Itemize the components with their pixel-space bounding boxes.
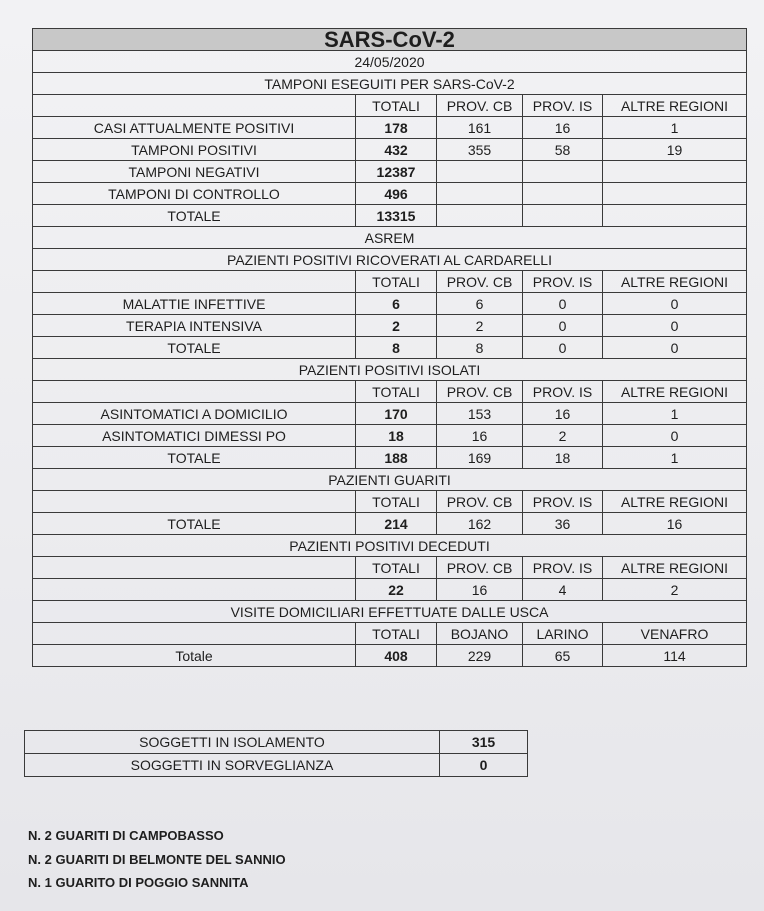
tamponi-header: TAMPONI ESEGUITI PER SARS-CoV-2 xyxy=(33,73,747,95)
cell-altre xyxy=(603,161,747,183)
empty-cell xyxy=(33,381,356,403)
section-header-row xyxy=(33,249,747,271)
table-row xyxy=(33,579,747,601)
cell-is xyxy=(523,161,603,183)
notes-list xyxy=(28,824,286,895)
col-header: PROV. CB xyxy=(437,557,523,579)
table-row xyxy=(33,425,747,447)
row-label xyxy=(33,579,356,601)
row-label: TERAPIA INTENSIVA xyxy=(33,315,356,337)
cell-cb: 169 xyxy=(437,447,523,469)
cell-altre: 1 xyxy=(603,117,747,139)
cell-altre: 19 xyxy=(603,139,747,161)
col-header: PROV. CB xyxy=(437,271,523,293)
cell-totali: 408 xyxy=(356,645,437,667)
cell-is: 0 xyxy=(523,315,603,337)
col-header: TOTALI xyxy=(356,491,437,513)
section-header-row xyxy=(33,359,747,381)
row-label: TOTALE xyxy=(33,205,356,227)
cell-altre: 2 xyxy=(603,579,747,601)
col-header: PROV. IS xyxy=(523,381,603,403)
cell-cb: 16 xyxy=(437,425,523,447)
col-header: TOTALI xyxy=(356,557,437,579)
cell-cb: 6 xyxy=(437,293,523,315)
table-row xyxy=(33,161,747,183)
row-label: ASINTOMATICI A DOMICILIO xyxy=(33,403,356,425)
table-row xyxy=(25,754,528,777)
empty-cell xyxy=(33,491,356,513)
col-header: TOTALI xyxy=(356,623,437,645)
section-header-row xyxy=(33,535,747,557)
col-header: PROV. CB xyxy=(437,381,523,403)
table-row xyxy=(25,731,528,754)
cell-is: 18 xyxy=(523,447,603,469)
cell-larino: 65 xyxy=(523,645,603,667)
row-label: TAMPONI NEGATIVI xyxy=(33,161,356,183)
section-header-row xyxy=(33,601,747,623)
cell-altre: 0 xyxy=(603,293,747,315)
cell-cb xyxy=(437,161,523,183)
cell-totali: 214 xyxy=(356,513,437,535)
table-row xyxy=(33,315,747,337)
cell-altre: 1 xyxy=(603,447,747,469)
note-item: N. 2 GUARITI DI BELMONTE DEL SANNIO xyxy=(28,851,286,867)
row-label: MALATTIE INFETTIVE xyxy=(33,293,356,315)
covid-report-table xyxy=(32,28,747,667)
column-header-row xyxy=(33,557,747,579)
row-label: TAMPONI POSITIVI xyxy=(33,139,356,161)
note-item: N. 2 GUARITI DI CAMPOBASSO xyxy=(28,828,224,843)
section-header-row xyxy=(33,469,747,491)
column-header-row xyxy=(33,623,747,645)
cell-is: 16 xyxy=(523,117,603,139)
cell-cb: 153 xyxy=(437,403,523,425)
deceduti-header: PAZIENTI POSITIVI DECEDUTI xyxy=(33,535,747,557)
cell-is xyxy=(523,205,603,227)
row-label: TAMPONI DI CONTROLLO xyxy=(33,183,356,205)
cell-totali: 188 xyxy=(356,447,437,469)
cell-is: 58 xyxy=(523,139,603,161)
guariti-header: PAZIENTI GUARITI xyxy=(33,469,747,491)
table-row xyxy=(33,139,747,161)
empty-cell xyxy=(33,623,356,645)
cell-altre: 16 xyxy=(603,513,747,535)
col-header: VENAFRO xyxy=(603,623,747,645)
cell-cb: 8 xyxy=(437,337,523,359)
ricoverati-header: PAZIENTI POSITIVI RICOVERATI AL CARDARELLI xyxy=(33,249,747,271)
cell-totali: 170 xyxy=(356,403,437,425)
table-row xyxy=(33,645,747,667)
note-item: N. 1 GUARITO DI POGGIO SANNITA xyxy=(28,875,249,890)
cell-totali: 6 xyxy=(356,293,437,315)
cell-altre xyxy=(603,205,747,227)
report-date: 24/05/2020 xyxy=(33,51,747,73)
cell-cb: 162 xyxy=(437,513,523,535)
row-label: SOGGETTI IN SORVEGLIANZA xyxy=(25,754,440,777)
col-header: PROV. CB xyxy=(437,95,523,117)
cell-altre: 0 xyxy=(603,337,747,359)
cell-totali: 2 xyxy=(356,315,437,337)
date-row xyxy=(33,51,747,73)
table-row xyxy=(33,513,747,535)
cell-is: 0 xyxy=(523,337,603,359)
cell-altre: 1 xyxy=(603,403,747,425)
cell-is xyxy=(523,183,603,205)
cell-is: 36 xyxy=(523,513,603,535)
table-row xyxy=(33,293,747,315)
cell-totali: 22 xyxy=(356,579,437,601)
col-header: ALTRE REGIONI xyxy=(603,381,747,403)
column-header-row xyxy=(33,491,747,513)
row-label: Totale xyxy=(33,645,356,667)
cell-totali: 12387 xyxy=(356,161,437,183)
table-row xyxy=(33,447,747,469)
cell-totali: 496 xyxy=(356,183,437,205)
row-label: CASI ATTUALMENTE POSITIVI xyxy=(33,117,356,139)
cell-totali: 18 xyxy=(356,425,437,447)
section-header-row xyxy=(33,73,747,95)
isolamento-table xyxy=(24,730,528,777)
col-header: ALTRE REGIONI xyxy=(603,557,747,579)
col-header: PROV. IS xyxy=(523,557,603,579)
cell-value: 315 xyxy=(440,731,528,754)
cell-cb: 161 xyxy=(437,117,523,139)
col-header: PROV. IS xyxy=(523,491,603,513)
cell-totali: 432 xyxy=(356,139,437,161)
cell-bojano: 229 xyxy=(437,645,523,667)
table-row xyxy=(33,337,747,359)
cell-is: 16 xyxy=(523,403,603,425)
row-label: ASINTOMATICI DIMESSI PO xyxy=(33,425,356,447)
table-row xyxy=(33,117,747,139)
col-header: ALTRE REGIONI xyxy=(603,95,747,117)
row-label: TOTALE xyxy=(33,447,356,469)
row-label: TOTALE xyxy=(33,337,356,359)
col-header: LARINO xyxy=(523,623,603,645)
cell-altre xyxy=(603,183,747,205)
cell-is: 4 xyxy=(523,579,603,601)
empty-cell xyxy=(33,271,356,293)
cell-totali: 8 xyxy=(356,337,437,359)
title-row xyxy=(33,29,747,51)
col-header: ALTRE REGIONI xyxy=(603,491,747,513)
cell-cb: 16 xyxy=(437,579,523,601)
cell-is: 2 xyxy=(523,425,603,447)
cell-altre: 0 xyxy=(603,425,747,447)
column-header-row xyxy=(33,95,747,117)
cell-cb xyxy=(437,183,523,205)
col-header: PROV. IS xyxy=(523,95,603,117)
empty-cell xyxy=(33,95,356,117)
isolati-header: PAZIENTI POSITIVI ISOLATI xyxy=(33,359,747,381)
cell-value: 0 xyxy=(440,754,528,777)
usca-header: VISITE DOMICILIARI EFFETTUATE DALLE USCA xyxy=(33,601,747,623)
cell-totali: 178 xyxy=(356,117,437,139)
col-header: ALTRE REGIONI xyxy=(603,271,747,293)
report-title: SARS-CoV-2 xyxy=(33,29,747,51)
column-header-row xyxy=(33,381,747,403)
empty-cell xyxy=(33,557,356,579)
cell-cb xyxy=(437,205,523,227)
section-header-row xyxy=(33,227,747,249)
column-header-row xyxy=(33,271,747,293)
cell-cb: 2 xyxy=(437,315,523,337)
cell-venafro: 114 xyxy=(603,645,747,667)
col-header: TOTALI xyxy=(356,95,437,117)
cell-totali: 13315 xyxy=(356,205,437,227)
cell-cb: 355 xyxy=(437,139,523,161)
table-row xyxy=(33,183,747,205)
cell-is: 0 xyxy=(523,293,603,315)
col-header: TOTALI xyxy=(356,271,437,293)
col-header: BOJANO xyxy=(437,623,523,645)
row-label: TOTALE xyxy=(33,513,356,535)
col-header: TOTALI xyxy=(356,381,437,403)
table-row xyxy=(33,205,747,227)
cell-altre: 0 xyxy=(603,315,747,337)
row-label: SOGGETTI IN ISOLAMENTO xyxy=(25,731,440,754)
table-row xyxy=(33,403,747,425)
col-header: PROV. IS xyxy=(523,271,603,293)
asrem-header: ASREM xyxy=(33,227,747,249)
col-header: PROV. CB xyxy=(437,491,523,513)
